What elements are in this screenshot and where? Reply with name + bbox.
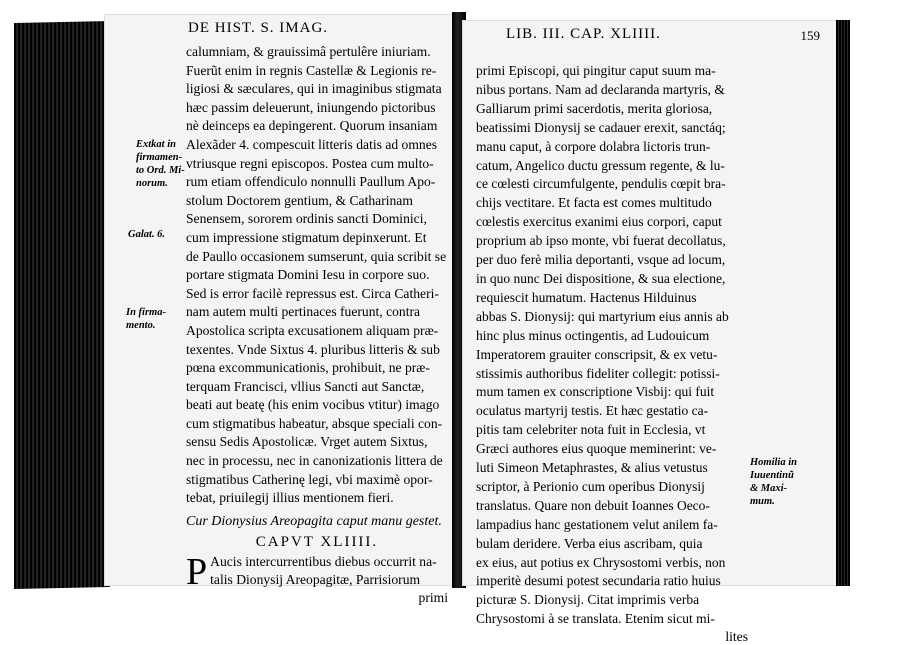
text-line: nec in processu, nec in canonizationis littera de [186,453,443,469]
chapter-heading: CAPVT XLIIII. [255,533,379,550]
left-page [104,14,456,606]
text-line: oculatus martyrij testis. Et hæc gestatio ca- [476,403,709,419]
left-text-block [186,43,448,606]
running-head-right: LIB. III. CAP. XLIIII. [506,26,661,42]
text-line: pitis tam celebriter nota fuit in Ecclesia, vt [476,422,706,438]
margin-note-firmamento: Extkat in firmamen- to Ord. Mi- norum. [136,139,185,189]
text-line: Senensem, sororem ordinis sancti Dominici, [186,211,427,227]
margin-note-in-firmamento: In firma- mento. [126,307,166,331]
text-line: sensu Sedis Apostolicæ. Vrget autem Sixtus, [186,434,428,450]
text-line: Alexãder 4. compescuit litteris datis ad omnes [186,136,438,152]
text-line: beati aut beatę (his enim vocibus vtitur) imago [186,397,440,413]
text-line: Apostolica scripta excusationem aliquam præ- [186,322,439,338]
text-line: bulam deridere. Verba eius ascribam, quia [476,535,703,551]
text-line: nè deinceps ea depingerent. Quorum insaniam [186,118,438,134]
text-line: stolum Doctorem gentium, & Catharinam [186,192,413,208]
text-line: pœna excommunicationis, prohibuit, ne præ- [186,360,430,376]
chapter-rubric: Cur Dionysius Areopagita caput manu gestet. [186,513,442,529]
text-line: cum stigmatibus habeatur, absque speciali con- [186,415,443,431]
text-line: picturæ S. Dionysij. Citat imprimis verba [476,592,700,608]
text-line: terquam Francisci, vllius Sancti aut Sanctæ, [186,378,425,394]
text-line: cum impressione stigmatum depinxerunt. Et [186,229,427,245]
text-line: vtriusque regni episcopos. Postea cum multo- [186,155,434,171]
right-text-block [476,62,748,645]
text-line: nam autem multi pertinaces fuerunt, contra [186,304,421,320]
text-line: Imperatorem grauiter conscripsit, & ex vetu- [476,346,718,362]
text-line: hinc plus minus octingentis, ad Ludouicum [476,327,710,343]
text-line: Chrysostomi à se translata. Etenim sicut mi- [476,611,715,627]
text-line: scriptor, à Perionio cum operibus Dionysij [476,478,705,494]
text-line: portare stigmata Domini Iesu in corpore suo. [186,267,430,283]
chapter-opening [186,550,448,593]
text-line: nibus portans. Nam ad declaranda martyris, & [476,81,725,97]
margin-note-galatians: Galat. 6. [128,229,166,240]
text-line: stigmatibus Catherinę legi, vbi maximè opor- [186,471,433,487]
text-line: stissimis authoribus fideliter collegit: potissi- [476,365,720,381]
running-head-left: DE HIST. S. IMAG. [188,20,329,36]
text-line: ce cœlesti circumfulgente, pendulis cœpit bra- [476,176,726,192]
catchword: lites [725,629,748,645]
text-line: tebat, priuilegij illius mentionem fieri. [186,490,394,506]
book-fore-edge [14,21,110,589]
text-line: Sed is error facilè repressus est. Circa Catheri- [186,285,439,301]
text-line: lampadius hanc gestationem velut anilem fa- [476,516,718,532]
text-line: chijs vectitare. Et facta est comes multitudo [476,195,712,211]
text-line: texentes. Vnde Sixtus 4. pluribus litteris & sub [186,341,440,357]
text-line: ex eius, aut potius ex Chrysostomi verbis, non [476,554,726,570]
text-line: hæc passim deleuerunt, iniungendo pictoribus [186,99,436,115]
page-number: 159 [800,28,820,43]
text-line: mum tamen ex conscriptione Visbij: qui fuit [476,384,715,400]
text-line: requiescit humatum. Hactenus Hilduinus [476,289,697,305]
book-right-edge [836,20,850,586]
text-line: ligiosi & sæculares, qui in imaginibus stigmata [186,81,442,97]
text-line: Aucis intercurrentibus diebus occurrit na- [210,553,437,569]
text-line: abbas S. Dionysij: qui martyrium eius annis ab [476,308,729,324]
text-line: translatus. Quare non debuit Ioannes Oeco- [476,497,710,513]
text-line: cœlestis exercitus exanimi eius corpori, caput [476,214,722,230]
drop-cap: P [186,550,208,593]
text-line: talis Dionysij Areopagitæ, Parrisiorum [210,572,421,588]
text-line: imperitè desumi potest secundaria ratio huius [476,573,721,589]
text-line: Galliarum primi sacerdotis, merita gloriosa, [476,100,713,116]
catchword: primi [418,590,448,606]
text-line: in quo nunc Dei dispositione, & sua electione, [476,270,726,286]
text-line: rum etiam offendiculo nonnulli Paullum Apo- [186,174,436,190]
text-line: luti Simeon Metaphrastes, & alius vetustus [476,460,708,476]
text-line: catum, Angelico ductu gressum regente, & lu- [476,157,725,173]
text-line: primi Episcopi, qui pingitur caput suum ma- [476,63,716,78]
margin-note-homilia: Homilia in Iuuentinũ & Maxi- mum. [750,457,797,507]
text-line: Græci authores eius quoque meminerint: ve- [476,441,717,457]
text-line: proprium ab ipso monte, vbi fuerat decollatus, [476,233,726,249]
text-line: de Paullo occasionem sumserunt, quia scribit se [186,248,447,264]
text-line: manu caput, à corpore dolabra lictoris trun- [476,138,711,154]
text-line: per duo ferè milia deportanti, vsque ad locum, [476,252,726,268]
text-line: Fuerũt enim in regnis Castellæ & Legionis re- [186,62,437,78]
text-line: calumniam, & grauissimâ pertulêre iniuriam. [186,44,431,59]
text-line: beatissimi Dionysij se cadauer erexit, sanctáq; [476,119,726,135]
